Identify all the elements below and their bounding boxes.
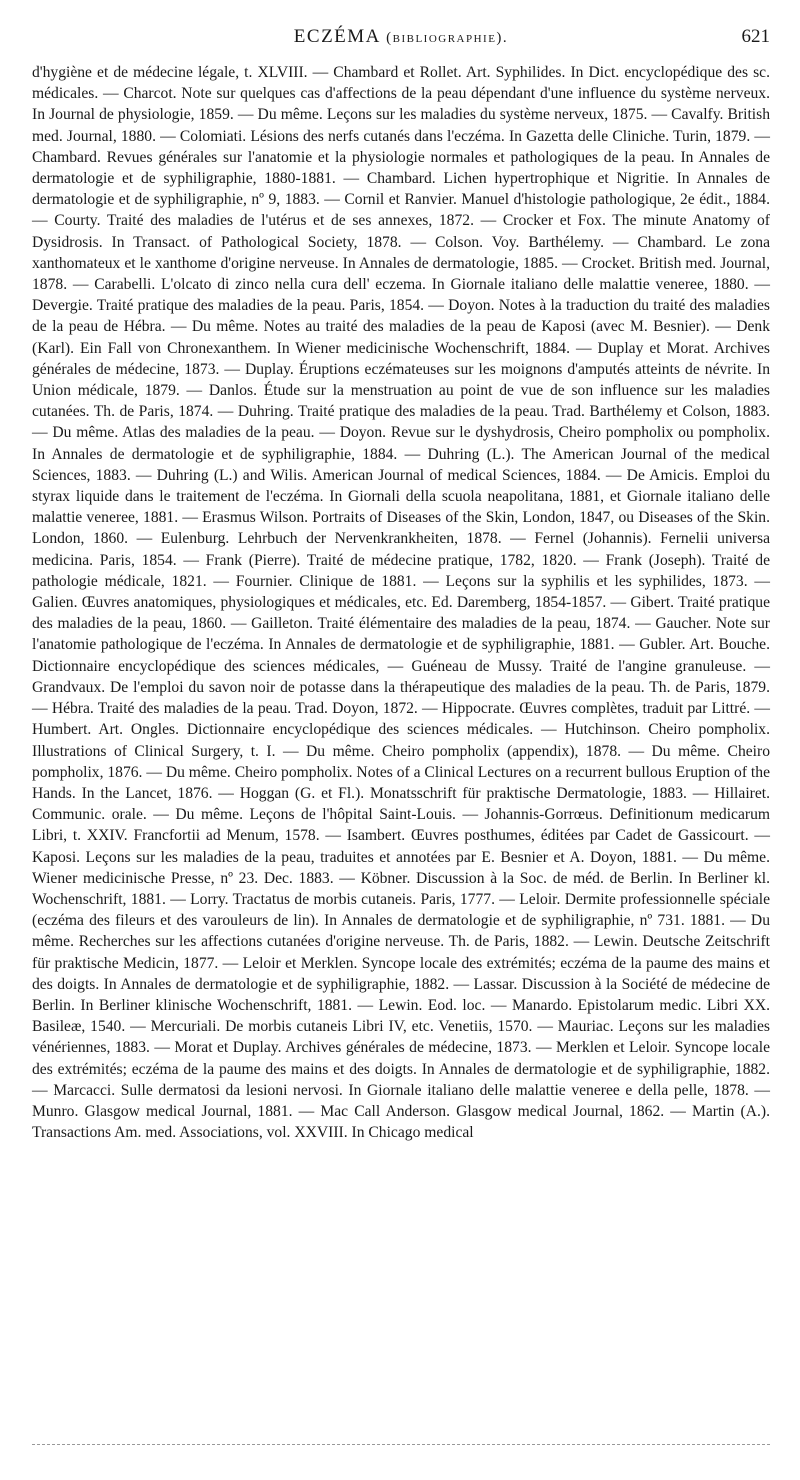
running-title	[32, 26, 770, 48]
page-header	[32, 26, 770, 58]
running-title-main: ECZÉMA	[293, 26, 380, 47]
book-page	[32, 26, 770, 1143]
footer-rule	[32, 1444, 770, 1445]
bibliography-text	[32, 62, 770, 1143]
page-number: 621	[741, 26, 770, 47]
bibliography-paragraph: d'hygiène et de médecine légale, t. XLVIII. — Chambard et Rollet. Art. Syphilides. In Dict. encyclopédique des sc. médicales. — Charcot. Note sur quelques cas d'affections de la peau dépendant d'une influence du système nerveux. In Journal de physiologie, 1859. — Du même. Leçons sur les maladies du système nerveux, 1875. — Cavalfy. British med. Journal, 1880. — Colomiati. Lésions des nerfs cutanés dans l'eczéma. In Gazetta delle Cliniche. Turin, 1879. — Chambard. Revues générales sur l'anatomie et la physiologie normales et pathologiques de la peau. In Annales de dermatologie et de syphiligraphie, 1880-1881. — Chambard. Lichen hypertrophique et Nigritie. In Annales de dermatologie et de syphiligraphie, nº 9, 1883. — Cornil et Ranvier. Manuel d'histologie pathologique, 2e édit., 1884. — Courty. Traité des maladies de l'utérus et de ses annexes, 1872. — Crocker et Fox. The minute Anatomy of Dysidrosis. In Transact. of Pathological Society, 1878. — Colson. Voy. Barthélemy. — Chambard. Le zona xanthomateux et le xanthome d'origine nerveuse. In Annales de dermatologie, 1885. — Crocket. British med. Journal, 1878. — Carabelli. L'olcato di zinco nella cura dell' eczema. In Giornale italiano delle malattie veneree, 1880. — Devergie. Traité pratique des maladies de la peau. Paris, 1854. — Doyon. Notes à la traduction du traité des maladies de la peau de Hébra. — Du même. Notes au traité des maladies de la peau de Kaposi (avec M. Besnier). — Denk (Karl). Ein Fall von Chronexanthem. In Wiener medicinische Wochenschrift, 1884. — Duplay et Morat. Archives générales de médecine, 1873. — Duplay. Éruptions eczémateuses sur les moignons d'amputés atteints de névrite. In Union médicale, 1879. — Danlos. Étude sur la menstruation au point de vue de son influence sur les maladies cutanées. Th. de Paris, 1874. — Duhring. Traité pratique des maladies de la peau. Trad. Barthélemy et Colson, 1883. — Du même. Atlas des maladies de la peau. — Doyon. Revue sur le dyshydrosis, Cheiro pompholix ou pompholix. In Annales de dermatologie et de syphiligraphie, 1884. — Duhring (L.). The American Journal of the medical Sciences, 1883. — Duhring (L.) and Wilis. American Journal of medical Sciences, 1884. — De Amicis. Emploi du styrax liquide dans le traitement de l'eczéma. In Giornali della scuola neapolitana, 1881, et Giornale italiano delle malattie veneree, 1881. — Erasmus Wilson. Portraits of Diseases of the Skin, London, 1847, ou Diseases of the Skin. London, 1860. — Eulenburg. Lehrbuch der Nervenkrankheiten, 1878. — Fernel (Johannis). Fernelii universa medicina. Paris, 1854. — Frank (Pierre). Traité de médecine pratique, 1782, 1820. — Frank (Joseph). Traité de pathologie médicale, 1821. — Fournier. Clinique de 1881. — Leçons sur la syphilis et les syphilides, 1873. — Galien. Œuvres anatomiques, physiologiques et médicales, etc. Ed. Daremberg, 1854-1857. — Gibert. Traité pratique des maladies de la peau, 1860. — Gailleton. Traité élémentaire des maladies de la peau, 1874. — Gaucher. Note sur l'anatomie pathologique de l'eczéma. In Annales de dermatologie et de syphiligraphie, 1881. — Gubler. Art. Bouche. Dictionnaire encyclopédique des sciences médicales, — Guéneau de Mussy. Traité de l'angine granuleuse. — Grandvaux. De l'emploi du savon noir de potasse dans la thérapeutique des maladies de la peau. Th. de Paris, 1879. — Hébra. Traité des maladies de la peau. Trad. Doyon, 1872. — Hippocrate. Œuvres complètes, traduit par Littré. — Humbert. Art. Ongles. Dictionnaire encyclopédique des sciences médicales. — Hutchinson. Cheiro pompholix. Illustrations of Clinical Surgery, t. I. — Du même. Cheiro pompholix (appendix), 1878. — Du même. Cheiro pompholix, 1876. — Du même. Cheiro pompholix. Notes of a Clinical Lectures on a recurrent bullous Eruption of the Hands. In the Lancet, 1876. — Hoggan (G. et Fl.). Monatsschrift für praktische Dermatologie, 1883. — Hillairet. Communic. orale. — Du même. Leçons de l'hôpital Saint-Louis. — Johannis-Gorrœus. Definitionum medicarum Libri, t. XXIV. Francfortii ad Menum, 1578. — Isambert. Œuvres posthumes, éditées par Cadet de Gassicourt. — Kaposi. Leçons sur les maladies de la peau, traduites et annotées par E. Besnier et A. Doyon, 1881. — Du même. Wiener medicinische Presse, nº 23. Dec. 1883. — Köbner. Discussion à la Soc. de méd. de Berlin. In Berliner kl. Wochenschrift, 1881. — Lorry. Tractatus de morbis cutaneis. Paris, 1777. — Leloir. Dermite professionnelle spéciale (eczéma des fileurs et des varouleurs de lin). In Annales de dermatologie et de syphiligraphie, nº 731. 1881. — Du même. Recherches sur les affections cutanées d'origine nerveuse. Th. de Paris, 1882. — Lewin. Deutsche Zeitschrift für praktische Medicin, 1877. — Leloir et Merklen. Syncope locale des extrémités; eczéma de la paume des mains et des doigts. In Annales de dermatologie et de syphiligraphie, 1882. — Lassar. Discussion à la Société de médecine de Berlin. In Berliner klinische Wochenschrift, 1881. — Lewin. Eod. loc. — Manardo. Epistolarum medic. Libri XX. Basileæ, 1540. — Mercuriali. De morbis cutaneis Libri IV, etc. Venetiis, 1570. — Mauriac. Leçons sur les maladies vénériennes, 1883. — Morat et Duplay. Archives générales de médecine, 1873. — Merklen et Leloir. Syncope locale des extrémités; eczéma de la paume des mains et des doigts. In Annales de dermatologie et de syphiligraphie, 1882. — Marcacci. Sulle dermatosi da lesioni nervosi. In Giornale italiano delle malattie veneree e della pelle, 1878. — Munro. Glasgow medical Journal, 1881. — Mac Call Anderson. Glasgow medical Journal, 1862. — Martin (A.). Transactions Am. med. Associations, vol. XXVIII. In Chicago medical	[32, 64, 770, 1142]
running-title-subtitle: (bibliographie).	[386, 30, 509, 46]
